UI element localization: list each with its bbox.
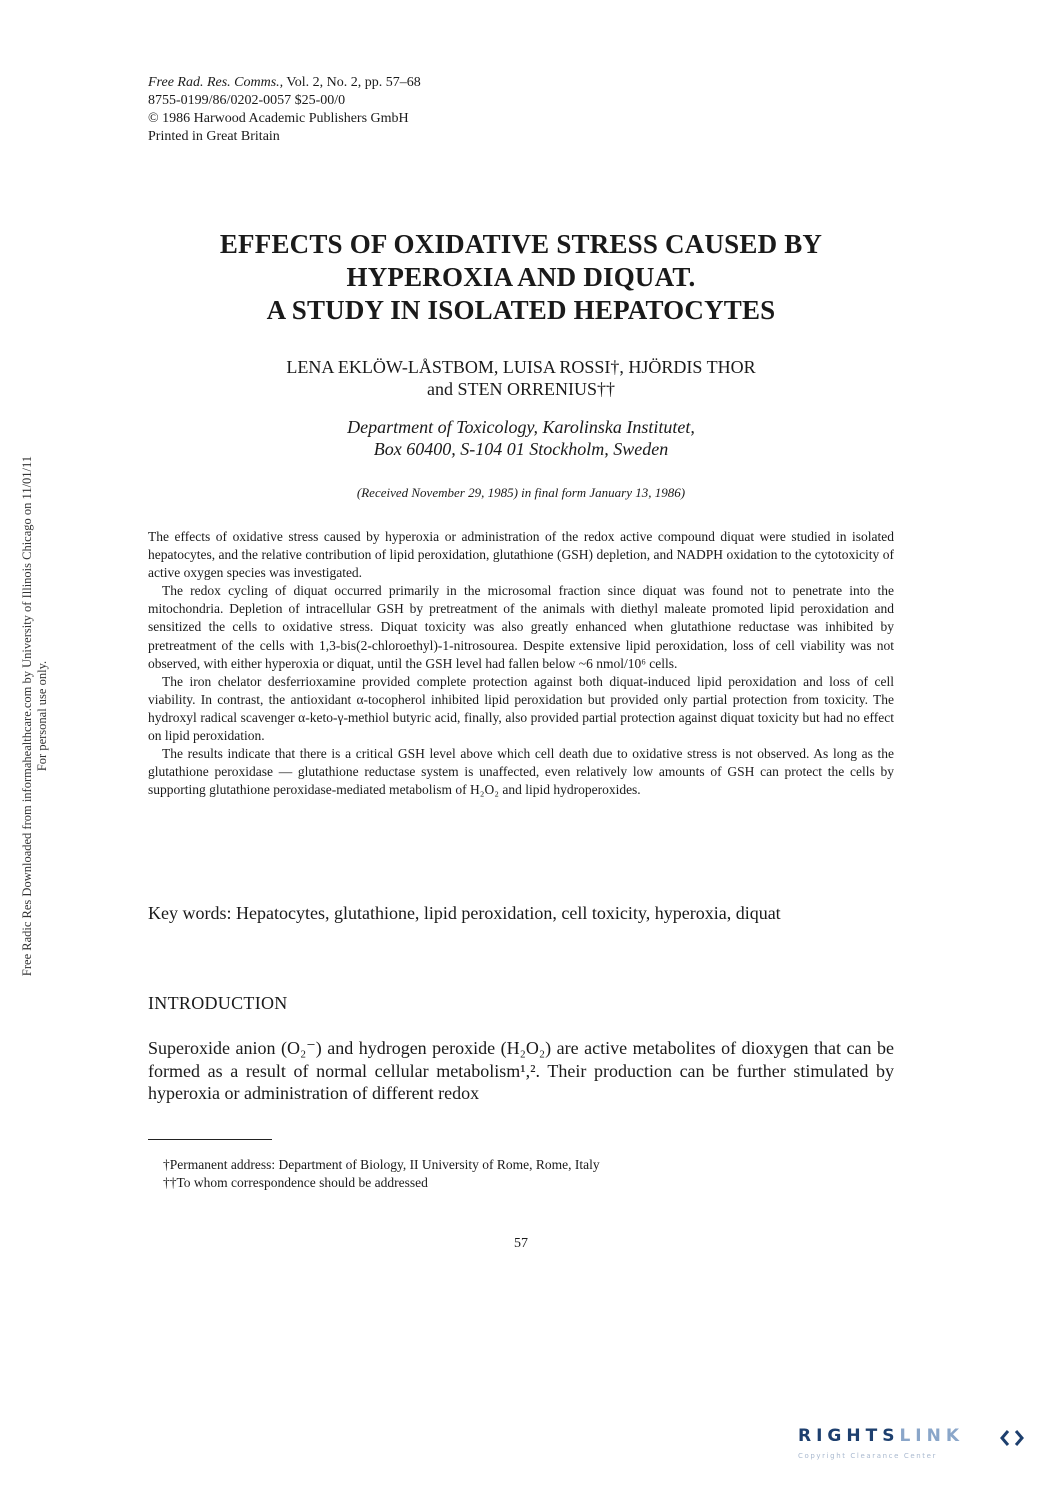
abstract-paragraph-1: The effects of oxidative stress caused by hyperoxia or administration of the redox active compound diquat were studied in isolated hepatocytes, and the relative contribution of lipid peroxidation, glutathione (GSH) depletion, and NADPH oxidation to the cytotoxicity of active oxygen species was investigated. — [148, 529, 894, 581]
rightslink-tagline: Copyright Clearance Center — [798, 1452, 938, 1460]
rightslink-chevron-icon — [1000, 1429, 1026, 1447]
abstract-paragraph-3: The iron chelator desferrioxamine provided complete protection against both diquat-induced lipid peroxidation and loss of cell viability. In contrast, the antioxidant α-tocopherol inhibited lipid peroxidation but provided only partial protection from toxicity. The hydroxyl radical scavenger α-keto-γ-methiol butyric acid, finally, also provided partial protection against diquat toxicity but had no effect on lipid peroxidation. — [148, 673, 894, 744]
authors — [148, 356, 894, 400]
footnote-divider — [148, 1139, 272, 1140]
title-line-3: A STUDY IN ISOLATED HEPATOCYTES — [266, 295, 776, 325]
keywords: Key words: Hepatocytes, glutathione, lipid peroxidation, cell toxicity, hyperoxia, diquat — [148, 903, 781, 923]
rightslink-part1: RIGHTS — [798, 1426, 900, 1446]
title-line-1: EFFECTS OF OXIDATIVE STRESS CAUSED BY — [219, 229, 823, 259]
journal-name: Free Rad. Res. Comms., — [148, 75, 284, 90]
journal-copyright: © 1986 Harwood Academic Publishers GmbH — [148, 111, 409, 126]
journal-issn: 8755-0199/86/0202-0057 $25-00/0 — [148, 93, 346, 108]
journal-printed: Printed in Great Britain — [148, 129, 280, 144]
title-line-2: HYPEROXIA AND DIQUAT. — [346, 262, 696, 292]
abstract-paragraph-2: The redox cycling of diquat occurred primarily in the microsomal fraction since diquat was found not to penetrate into the mitochondria. Depletion of intracellular GSH by pretreatment of the animals with diethyl maleate promoted lipid peroxidation and sensitized the cells to oxidative stress. Diquat toxicity was also greatly enhanced when glutathione reductase was inhibited by pretreatment of the cells with 1,3-bis(2-chloroethyl)-1-nitrosourea. Despite extensive lipid peroxidation, loss of cell viability was not observed, with either hyperoxia or diquat, until the GSH level had fallen below ~6 nmol/10⁶ cells. — [148, 583, 894, 671]
watermark-line-1: Free Radic Res Downloaded from informahealthcare.com by University of Illinois Chicago on 11/01/11 — [20, 455, 34, 977]
download-watermark — [20, 366, 49, 1056]
rightslink-part2: LINK — [899, 1426, 964, 1446]
watermark-line-2: For personal use only. — [35, 660, 49, 772]
affiliation-line-1: Department of Toxicology, Karolinska Institutet, — [347, 417, 695, 437]
authors-line-1: LENA EKLÖW-LÅSTBOM, LUISA ROSSI†, HJÖRDIS THOR — [286, 357, 756, 377]
authors-line-2: and STEN ORRENIUS†† — [427, 379, 615, 399]
affiliation — [148, 416, 894, 460]
journal-volume: Vol. 2, No. 2, pp. 57–68 — [283, 75, 421, 90]
journal-citation — [148, 74, 421, 92]
introduction-text: Superoxide anion (O₂⁻) and hydrogen peroxide (H₂O₂) are active metabolites of dioxygen that can be formed as a result of normal cellular metabolism¹,². Their production can be further stimulated by hyperoxia or administration of different redox — [148, 1038, 894, 1103]
introduction-heading: INTRODUCTION — [148, 993, 288, 1013]
rightslink-wordmark — [798, 1426, 964, 1446]
paper-title — [148, 228, 894, 327]
footnote-2: ††To whom correspondence should be addressed — [163, 1175, 428, 1190]
affiliation-line-2: Box 60400, S-104 01 Stockholm, Sweden — [373, 439, 669, 459]
page-number: 57 — [514, 1236, 528, 1251]
received-dates: (Received November 29, 1985) in final form January 13, 1986) — [356, 485, 686, 500]
footnotes — [163, 1156, 600, 1192]
abstract-paragraph-4: The results indicate that there is a critical GSH level above which cell death due to oxidative stress is not observed. As long as the glutathione peroxidase — glutathione reductase system is unaffected, even relatively low amounts of GSH can protect the cells by supporting glutathione peroxidase-mediated metabolism of H₂O₂ and lipid hydroperoxides. — [148, 746, 894, 798]
rightslink-logo — [798, 1426, 1026, 1466]
abstract — [148, 528, 894, 799]
footnote-1: †Permanent address: Department of Biology, II University of Rome, Rome, Italy — [163, 1157, 600, 1172]
journal-info — [148, 74, 421, 146]
